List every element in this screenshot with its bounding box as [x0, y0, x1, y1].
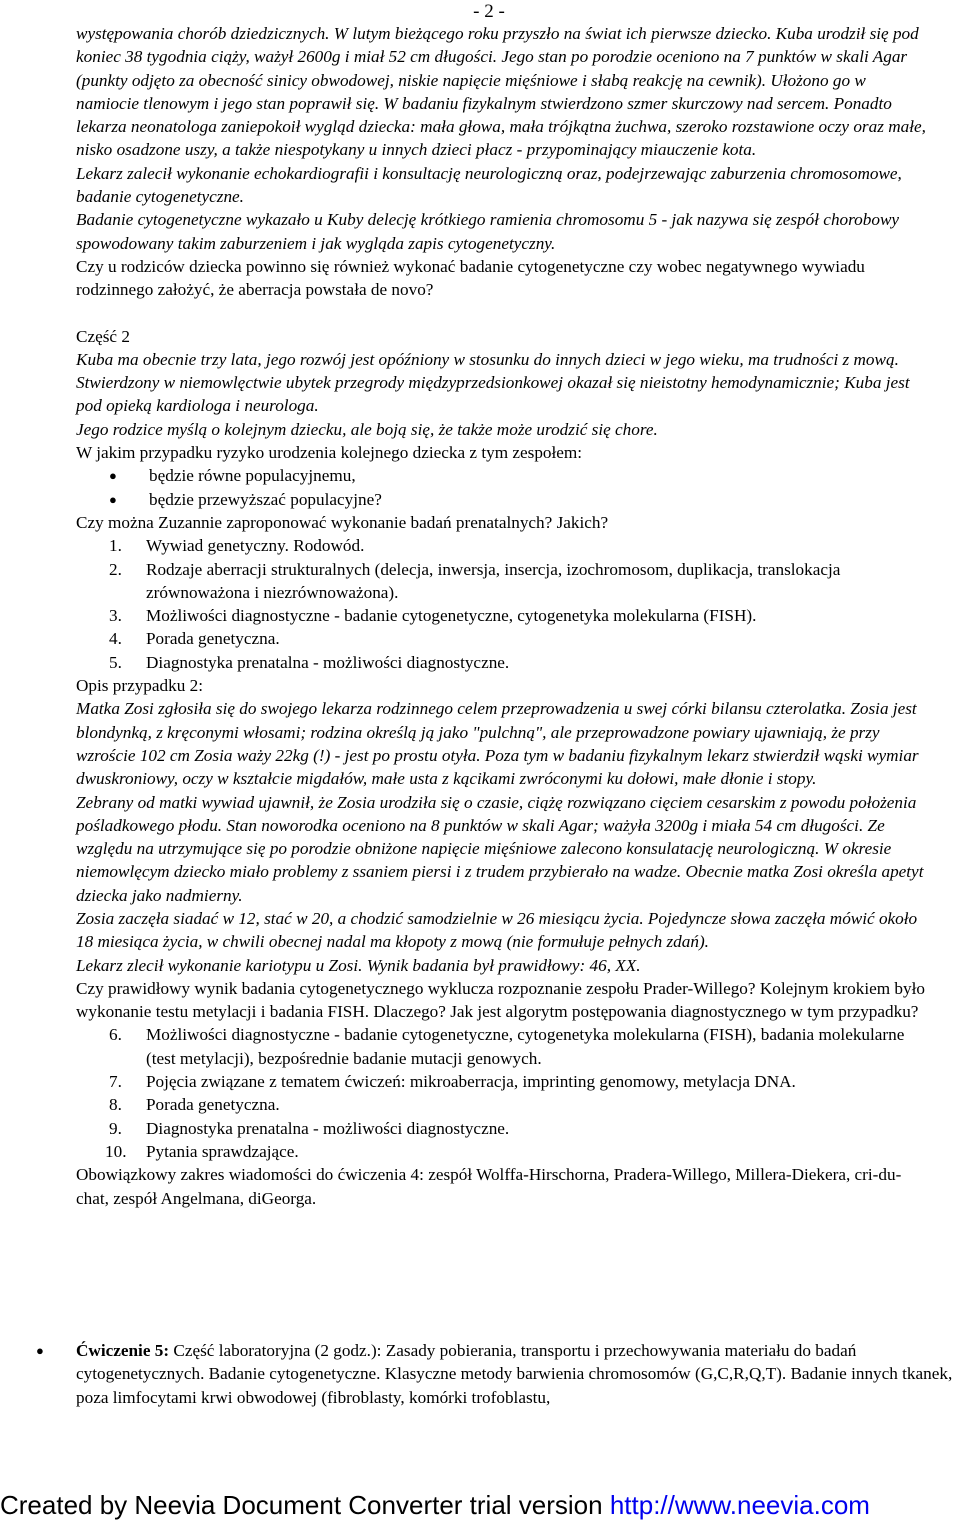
case2-development: Zosia zaczęła siadać w 12, stać w 20, a chodzić samodzielnie w 26 miesiącu życia. Pojedyncze słowa zaczęła mówić około 18 miesiąca życia, w chwili obecnej nadal ma kłopoty z mową (nie formułuje pełnych zdań).	[76, 908, 918, 952]
list-number: 3.	[109, 606, 122, 626]
case2-question: Czy prawidłowy wynik badania cytogenetycznego wyklucza rozpoznanie zespołu Prader-Willego? Kolejnym krokiem było wykonanie testu metylacji i badania FISH. Dlaczego? Jak jest algorytm postępowania diagnostycznego w tym przypadku?	[76, 978, 925, 1022]
footer-text: Created by Neevia Document Converter trial version	[0, 1490, 610, 1520]
list-text: Pojęcia związane z tematem ćwiczeń: mikroaberracja, imprinting genomowy, metylacja DNA.	[146, 1072, 796, 1092]
list-item	[76, 627, 932, 650]
case2-history: Zebrany od matki wywiad ujawnił, że Zosia urodziła się o czasie, ciążę rozwiązano cięciem cesarskim z powodu położenia pośladkowego płodu. Stan noworodka oceniono na 8 punktów w skali Agar; ważyła 3200g i miała 54 cm długości. Ze względu na utrzymujące się po porodzie obniżone napięcie mięśniowe zalecono konsulatację neurologiczną. W okresie niemowlęcym dziecko miało problemy z ssaniem piersi i z trudem przybierało na wadze. Obecnie matka Zosi określa apetyt dziecka jako nadmierny.	[76, 792, 924, 905]
list-item	[76, 558, 932, 605]
case1-description: występowania chorób dziedzicznych. W lutym bieżącego roku przyszło na świat ich pierwsze dziecko. Kuba urodził się pod koniec 38 tygodnia ciąży, ważył 2600g i miał 52 cm długości. Jego stan po porodzie oceniono na 7 punktów w skali Agar (punkty odjęto za obecność sinicy obwodowej, niskie napięcie mięśniowe i słabą reakcję na cewnik). Ułożono go w namiocie tlenowym i jego stan poprawił się. W badaniu fizykalnym stwierdzono szmer skurczowy nad sercem. Ponadto lekarza neonatologa zaniepokoił wygląd dziecka: mała głowa, mała trójkątna żuchwa, szeroko rozstawione oczy oraz małe, nisko osadzone uszy, a także niespotykany u innych dzieci płacz - przypominający miauczenie kota.	[76, 24, 926, 160]
list-item	[76, 604, 932, 627]
list-item: ● będzie przewyższać populacyjne?	[76, 488, 932, 511]
required-scope: Obowiązkowy zakres wiadomości do ćwiczenia 4: zespół Wolffa-Hirschorna, Pradera-Willego, Millera-Diekera, cri-du-chat, zespół Angelmana, diGeorga.	[76, 1165, 902, 1208]
page-number: - 2 -	[473, 1, 505, 22]
part2-description: Kuba ma obecnie trzy lata, jego rozwój jest opóźniony w stosunku do innych dzieci w jego wieku, ma trudności z mową. Stwierdzony w niemowlęctwie ubytek przegrody międzyprzedsionkowej okazał się nieistotny hemodynamicznie; Kuba jest pod opieką kardiologa i neurologa.	[76, 349, 910, 416]
list-item: ● będzie równe populacyjnemu,	[76, 464, 932, 487]
exercise5-text: Część laboratoryjna (2 godz.): Zasady pobierania, transportu i przechowywania materiału do badań cytogenetycznych. Badanie cytogenetyczne. Klasyczne metody barwienia chromosomów (G,C,R,Q,T). Badanie innych tkanek, poza limfocytami krwi obwodowej (fibroblasty, komórki trofoblastu,	[76, 1341, 953, 1407]
case1-question: Czy u rodziców dziecka powinno się również wykonać badanie cytogenetyczne czy wobec negatywnego wywiadu rodzinnego założyć, że aberracja powstała de novo?	[76, 256, 865, 300]
list-item	[76, 1140, 932, 1163]
converter-footer	[0, 1488, 960, 1522]
topics-list-2	[76, 1023, 932, 1163]
topics-list-1	[76, 534, 932, 674]
list-text: Możliwości diagnostyczne - badanie cytogenetyczne, cytogenetyka molekularna (FISH).	[146, 606, 757, 626]
list-item	[76, 651, 932, 674]
list-number: 6.	[109, 1025, 122, 1045]
part2-question: W jakim przypadku ryzyko urodzenia kolejnego dziecka z tym zespołem:	[76, 443, 583, 463]
exercise5-item	[76, 1339, 956, 1409]
list-number: 5.	[109, 652, 122, 672]
list-number: 2.	[109, 559, 122, 579]
part2-question2: Czy można Zuzannie zaproponować wykonanie badań prenatalnych? Jakich?	[76, 512, 609, 532]
case2-karyotype: Lekarz zlecił wykonanie kariotypu u Zosi. Wynik badania był prawidłowy: 46, XX.	[76, 955, 641, 975]
exercise5-label: Ćwiczenie 5:	[76, 1341, 170, 1360]
list-number: 7.	[109, 1072, 122, 1092]
list-text: Diagnostyka prenatalna - możliwości diagnostyczne.	[146, 1118, 510, 1138]
part2-parents: Jego rodzice myślą o kolejnym dziecku, ale boją się, że także może urodzić się chore.	[76, 419, 658, 439]
case2-description: Matka Zosi zgłosiła się do swojego lekarza rodzinnego celem przeprowadzenia u swej córki bilansu czterolatka. Zosia jest blondynką, z kręconymi włosami; rodzina określą ją jako "pulchną", ale przeprowadzone powiary ujawniają, że przy wzroście 102 cm Zosia waży 22kg (!) - jest po prostu otyła. Poza tym w badaniu fizykalnym lekarz stwierdził wąski wymiar dwuskroniowy, oczy w kształcie migdałów, małe usta z kącikami zwróconymi ku dołowi, małe dłonie i stopy.	[76, 699, 919, 789]
list-item	[76, 1070, 932, 1093]
list-number: 9.	[109, 1118, 122, 1138]
case2-heading: Opis przypadku 2:	[76, 676, 203, 696]
part2-heading: Część 2	[76, 326, 130, 346]
list-item	[76, 1117, 932, 1140]
document-body	[76, 22, 932, 1210]
case1-recommendation: Lekarz zalecił wykonanie echokardiografii i konsultację neurologiczną oraz, podejrzewając zaburzenia chromosomowe, badanie cytogenetyczne.	[76, 163, 902, 207]
footer-link[interactable]: http://www.neevia.com	[609, 1490, 870, 1520]
list-item	[76, 534, 932, 557]
list-number: 10.	[105, 1141, 127, 1161]
list-number: 8.	[109, 1095, 122, 1115]
list-text: Porada genetyczna.	[146, 1095, 280, 1115]
list-text: Pytania sprawdzające.	[146, 1141, 299, 1161]
list-text: Wywiad genetyczny. Rodowód.	[146, 536, 365, 556]
list-text: Diagnostyka prenatalna - możliwości diagnostyczne.	[146, 652, 510, 672]
list-number: 1.	[109, 536, 122, 556]
case1-cytogenetic-result: Badanie cytogenetyczne wykazało u Kuby delecję krótkiego ramienia chromosomu 5 - jak nazywa się zespół chorobowy spowodowany takim zaburzeniem i jak wygląda zapis cytogenetyczny.	[76, 210, 900, 253]
list-text: Rodzaje aberracji strukturalnych (delecja, inwersja, insercja, izochromosom, duplikacja, translokacja zrównoważona i niezrównoważona).	[146, 559, 841, 602]
risk-bullet-list	[76, 464, 932, 511]
list-item	[76, 1093, 932, 1116]
list-item	[76, 1023, 932, 1070]
list-text: Porada genetyczna.	[146, 629, 280, 649]
list-number: 4.	[109, 629, 122, 649]
list-text: Możliwości diagnostyczne - badanie cytogenetyczne, cytogenetyka molekularna (FISH), badania molekularne (test metylacji), bezpośrednie badanie mutacji genowych.	[146, 1025, 905, 1068]
